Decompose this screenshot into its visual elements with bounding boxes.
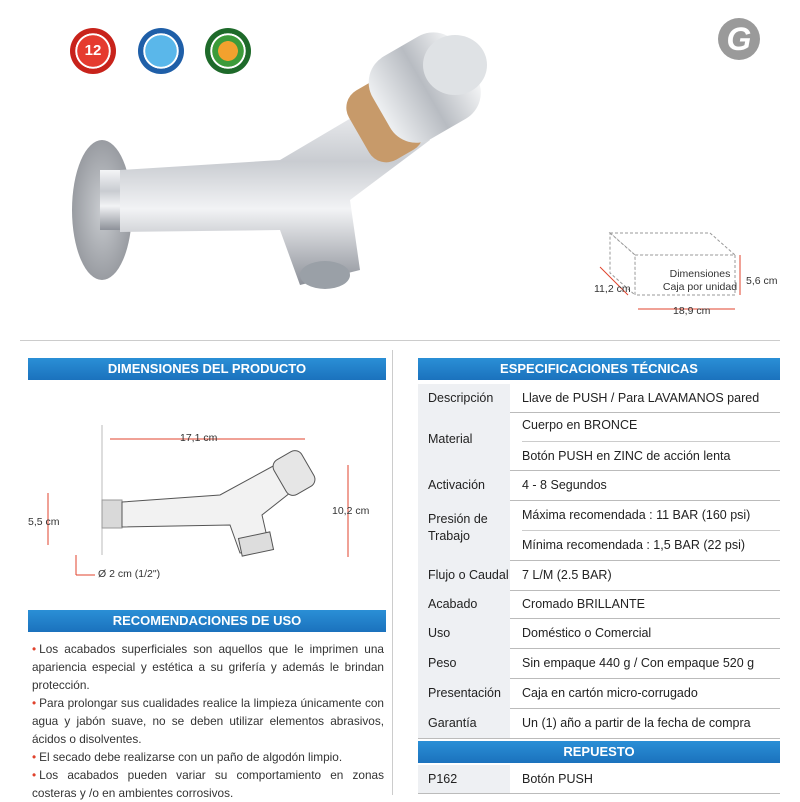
dimensions-header: DIMENSIONES DEL PRODUCTO — [28, 358, 386, 380]
warranty-years: 12 — [84, 42, 102, 59]
table-row: Descripción Llave de PUSH / Para LAVAMANOS pared — [418, 384, 780, 413]
box-width: 18,9 cm — [673, 305, 711, 317]
brand-logo: G — [718, 18, 760, 60]
list-item: • Los acabados superficiales son aquellos que le imprimen una apariencia especial y estética a su grifería y además le brindan protección. — [32, 642, 384, 692]
specs-header: ESPECIFICACIONES TÉCNICAS — [418, 358, 780, 380]
product-dimension-drawing — [30, 385, 385, 595]
repuesto-header: REPUESTO — [418, 741, 780, 763]
table-row: Presentación Caja en cartón micro-corrugado — [418, 678, 780, 709]
column-separator — [392, 350, 393, 795]
box-depth: 11,2 cm — [594, 283, 631, 295]
repuesto-code: P162 — [428, 772, 458, 786]
box-label-2: Caja por unidad — [662, 281, 738, 293]
specs-table — [418, 355, 780, 795]
divider — [20, 340, 780, 341]
box-height: 5,6 cm — [746, 275, 778, 287]
table-row: Acabado Cromado BRILLANTE — [418, 590, 780, 619]
table-row — [418, 765, 780, 794]
recommendations-list — [32, 640, 384, 802]
table-row: Activación 4 - 8 Segundos — [418, 470, 780, 501]
table-row: Peso Sin empaque 440 g / Con empaque 520 g — [418, 648, 780, 679]
table-row: Flujo o Caudal 7 L/M (2.5 BAR) — [418, 560, 780, 591]
recommendations-header: RECOMENDACIONES DE USO — [28, 610, 386, 632]
table-row: Presión de Trabajo Máxima recomendada : 11 BAR (160 psi) Mínima recomendada : 1,5 BAR (22 psi) — [418, 500, 780, 561]
repuesto-desc: Botón PUSH — [522, 772, 593, 786]
dim-height: 10,2 cm — [332, 505, 370, 517]
faucet-product-image — [60, 10, 560, 320]
table-row: Garantía Un (1) año a partir de la fecha de compra — [418, 708, 780, 739]
list-item: • Para prolongar sus cualidades realice la limpieza únicamente con agua y jabón suave, no se deben utilizar elementos abrasivos, ácidos o disolventes. — [32, 696, 384, 746]
dim-length: 17,1 cm — [180, 432, 218, 444]
table-row: Material Cuerpo en BRONCE Botón PUSH en ZINC de acción lenta — [418, 412, 780, 471]
box-label-1: Dimensiones — [669, 268, 731, 280]
list-item: • El secado debe realizarse con un paño de algodón limpio. — [32, 750, 343, 764]
list-item: • Los acabados pueden variar su comportamiento en zonas costeras y /o en ambientes corrosivos. — [32, 768, 384, 800]
dim-diameter: Ø 2 cm (1/2") — [98, 568, 161, 580]
table-row: Uso Doméstico o Comercial — [418, 618, 780, 649]
dim-thread: 5,5 cm — [28, 516, 60, 528]
